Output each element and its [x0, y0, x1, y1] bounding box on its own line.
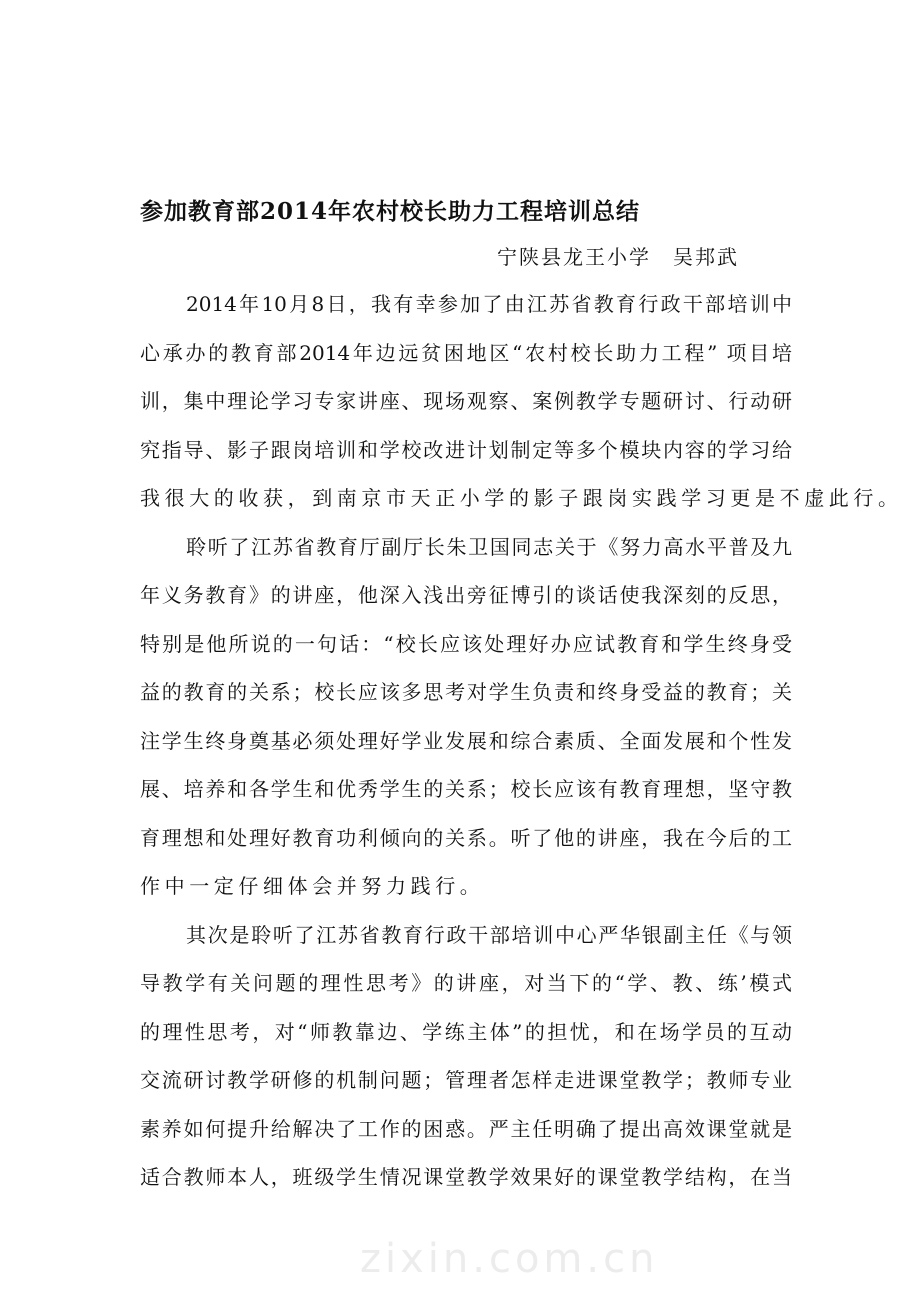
text-line: 导教学有关问题的理性思考》的讲座，对当下的“学、教、练’模式	[140, 971, 792, 995]
text-line: 交流研讨教学研修的机制问题；管理者怎样走进课堂教学；教师专业	[140, 1068, 792, 1092]
paragraph	[140, 911, 792, 1202]
text-line: 作中一定仔细体会并努力践行。	[140, 874, 485, 898]
text-line: 适合教师本人，班级学生情况课堂教学效果好的课堂教学结构，在当	[140, 1165, 792, 1189]
text-line: 素养如何提升给解决了工作的困惑。严主任明确了提出高效课堂就是	[140, 1116, 792, 1141]
paragraph	[140, 523, 792, 911]
text-line: 我很大的收获，到南京市天正小学的影子跟岗实践学习更是不虚此行。	[140, 486, 903, 510]
watermark: zixin.com.cn	[360, 1236, 659, 1282]
text-line: 的理性思考，对“师教靠边、学练主体”的担忧，和在场学员的互动	[140, 1019, 792, 1044]
text-line: 其次是聆听了江苏省教育行政干部培训中心严华银副主任《与领	[186, 922, 792, 947]
text-line: 心承办的教育部2014年边远贫困地区“农村校长助力工程” 项目培	[140, 340, 792, 365]
paragraph	[140, 280, 903, 523]
document-author: 宁陕县龙王小学 吴邦武	[497, 245, 739, 269]
document-body	[140, 280, 903, 1202]
text-line: 育理想和处理好教育功利倾向的关系。听了他的讲座，我在今后的工	[140, 825, 792, 850]
text-line: 年义务教育》的讲座，他深入浅出旁征博引的谈话使我深刻的反思，	[140, 583, 792, 607]
text-line: 究指导、影子跟岗培训和学校改进计划制定等多个模块内容的学习给	[140, 437, 792, 462]
text-line: 注学生终身奠基必须处理好学业发展和综合素质、全面发展和个性发	[140, 728, 792, 753]
text-line: 益的教育的关系；校长应该多思考对学生负责和终身受益的教育；关	[140, 680, 792, 704]
text-line: 特别是他所说的一句话：“校长应该处理好办应试教育和学生终身受	[140, 631, 792, 656]
text-line: 展、培养和各学生和优秀学生的关系；校长应该有教育理想，坚守教	[140, 777, 792, 801]
text-line: 聆听了江苏省教育厅副厅长朱卫国同志关于《努力高水平普及九	[186, 534, 792, 559]
document-title: 参加教育部2014年农村校长助力工程培训总结	[140, 198, 641, 225]
text-line: 训，集中理论学习专家讲座、现场观察、案例教学专题研讨、行动研	[140, 389, 792, 413]
text-line: 2014年10月8日，我有幸参加了由江苏省教育行政干部培训中	[186, 292, 792, 316]
